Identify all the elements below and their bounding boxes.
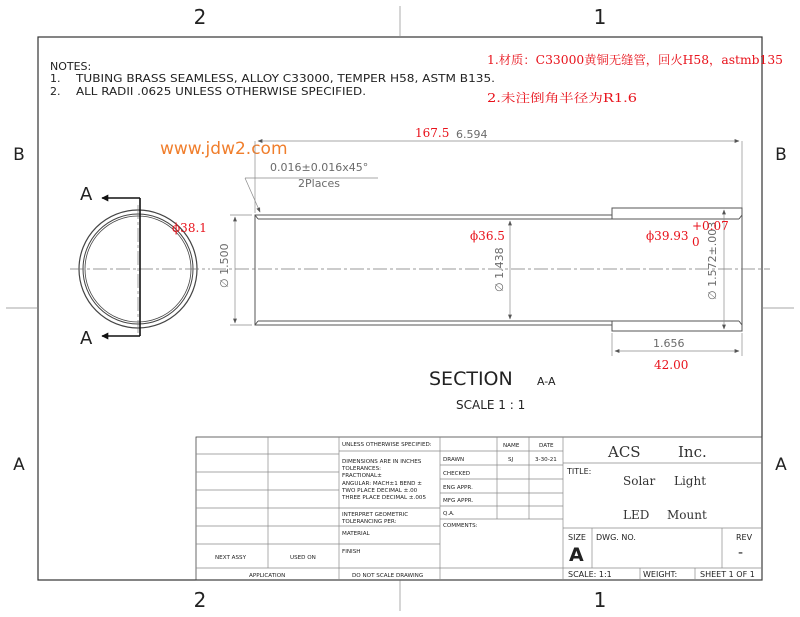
view-scale: SCALE 1 : 1 [456,398,526,412]
notes-title: NOTES: [50,60,92,73]
tb-row-checked-label: CHECKED [443,471,471,477]
zone-label-top-1: 1 [593,5,607,29]
od-end-tolerance-lower: 0 [692,235,700,249]
section-marker-top: A [80,184,93,205]
tb-unless-label: UNLESS OTHERWISE SPECIFIED: [342,442,432,448]
section-marker-bottom: A [80,328,93,349]
zone-label-bottom-2: 2 [193,588,207,612]
tb-title-line2-a: LED [623,508,650,522]
tb-dims-line-3: FRACTIONAL± [342,473,382,479]
overall-length-label: 6.594 [456,128,488,141]
zone-label-left-b: B [13,145,25,165]
annotation-note-1-cn: 1.材质：C33000黄铜无缝管，回火H58，astmb135 [487,53,776,67]
tb-interpret-line-2: TOLERANCING PER: [342,519,397,525]
tb-company-suffix: Inc. [678,443,707,461]
tb-col-name: NAME [503,443,520,449]
note-2-number: 2. [50,85,61,98]
tb-do-not-scale-label: DO NOT SCALE DRAWING [352,573,424,579]
id-main-label: ∅ 1.438 [493,247,506,292]
tb-weight-label: WEIGHT: [643,570,678,579]
od-left-label: ∅ 1.500 [218,243,231,288]
end-length-mm-label: 42.00 [654,358,689,372]
annotation-note-2-cn: 2.未注倒角半径为R1.6 [487,91,611,105]
note-2-text: ALL RADII .0625 UNLESS OTHERWISE SPECIFIED. [76,85,366,98]
zone-label-bottom-1: 1 [593,588,607,612]
tb-size-value: A [569,544,584,566]
tb-comments-label: COMMENTS: [443,523,478,529]
tb-dims-line-6: THREE PLACE DECIMAL ±.005 [342,495,427,501]
tb-dims-line-5: TWO PLACE DECIMAL ±.00 [342,488,418,494]
tb-row-qa-label: Q.A. [443,511,455,517]
tb-row-drawn-date: 3-30-21 [535,457,557,463]
view-title-suffix: A-A [537,375,556,388]
tb-interpret-line-1: INTERPRET GEOMETRIC [342,512,409,518]
tb-next-assy-label: NEXT ASSY [215,555,246,561]
tb-title-line1-a: Solar [623,474,656,488]
tb-row-drawn-label: DRAWN [443,457,465,463]
tb-title-line2-b: Mount [667,508,707,522]
id-main-mm-label: ϕ36.5 [470,229,505,243]
od-end-mm-label: ϕ39.93 [646,229,689,243]
note-1-text: TUBING BRASS SEAMLESS, ALLOY C33000, TEMPER H58, ASTM B135. [74,72,495,85]
overall-length-mm-label: 167.5 [415,126,450,140]
tb-rev-value: - [738,545,744,561]
tb-dims-line-2: TOLERANCES: [342,466,382,472]
tb-size-label: SIZE [568,533,586,542]
zone-label-right-a: A [775,455,787,475]
tb-company-name: ACS [608,443,641,461]
od-end-label: ∅ 1.572±.003 [706,221,719,300]
tb-row-mfg-appr-label: MFG APPR. [443,498,474,504]
zone-label-top-2: 2 [193,5,207,29]
tb-scale-label: SCALE: 1:1 [568,570,612,579]
tb-title-label: TITLE: [567,467,592,476]
tb-col-date: DATE [539,443,554,449]
od-end-tolerance-upper: +0.07 [692,219,729,233]
tb-finish-label: FINISH [342,549,361,555]
od-left-mm-label: ϕ38.1 [172,221,207,235]
end-length-label: 1.656 [653,337,685,350]
tb-dims-line-4: ANGULAR: MACH±1 BEND ± [342,481,422,487]
note-1-number: 1. [50,72,61,85]
tb-application-label: APPLICATION [249,573,286,579]
tb-sheet-label: SHEET 1 OF 1 [700,570,755,579]
tb-row-drawn-name: SJ [508,457,514,463]
tb-title-line1-b: Light [674,474,707,488]
tb-material-label: MATERIAL [342,531,370,537]
zone-label-right-b: B [775,145,787,165]
chamfer-label: 0.016±0.016x45° [270,161,369,174]
tb-dwg-no-label: DWG. NO. [596,533,636,542]
tb-dims-line-1: DIMENSIONS ARE IN INCHES [342,459,422,465]
zone-label-left-a: A [13,455,25,475]
view-title: SECTION [429,368,513,390]
tube-section [212,208,770,331]
tb-rev-label: REV [736,533,753,542]
tb-row-eng-appr-label: ENG APPR. [443,485,473,491]
watermark-url: www.jdw2.com [160,139,288,159]
tb-used-on-label: USED ON [290,555,316,561]
chamfer-count-label: 2Places [298,177,340,190]
